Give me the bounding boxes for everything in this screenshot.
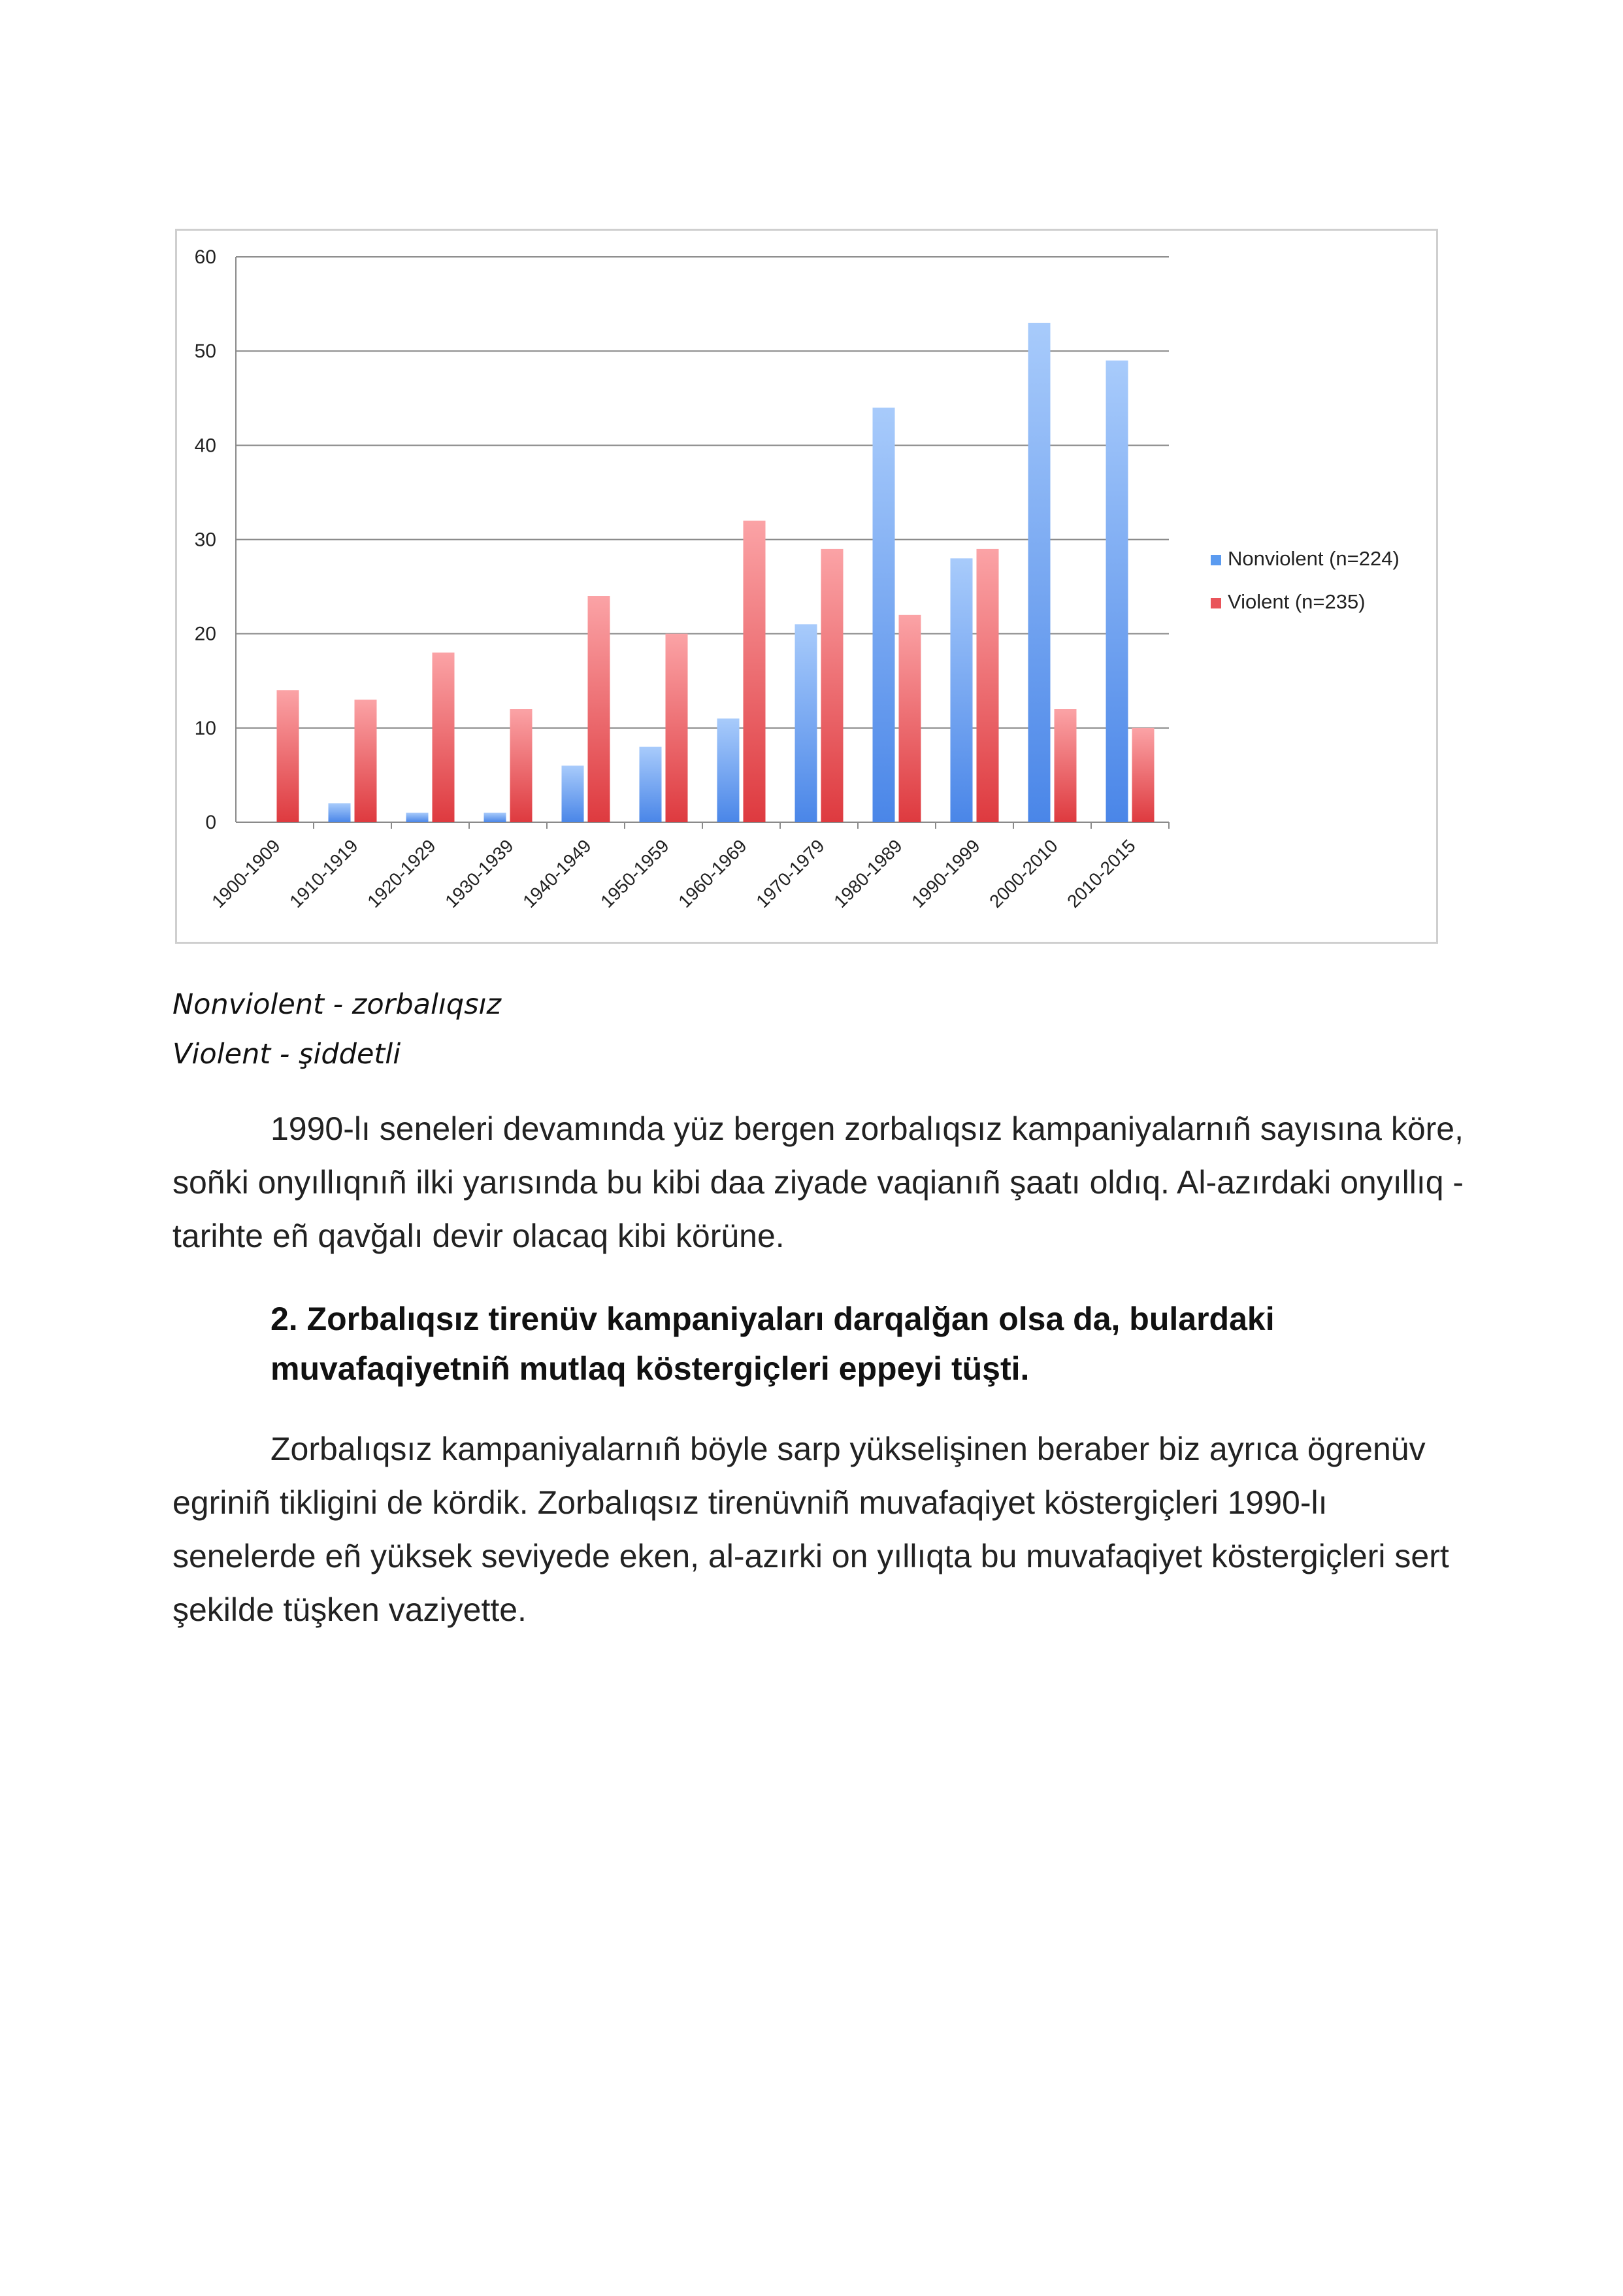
legend-swatch — [1211, 598, 1221, 608]
y-tick-label: 40 — [194, 435, 216, 457]
chart-container — [175, 229, 1438, 944]
x-tick-label: 1970-1979 — [752, 835, 828, 912]
legend-swatch — [1211, 555, 1221, 565]
paragraph-2: Zorbalıqsız kampaniyalarnıñ böyle sarp yükselişinen beraber biz ayrıca ögrenüv egriniñ tikligini de kördik. Zorbalıqsız tirenüvniñ muvafaqiyet köstergiçleri 1990-lı senelerde eñ yüksek seviyede eken, al-azırki on yıllıqta bu muvafaqiyet köstergiçleri sert şekilde tüşken vaziyette. — [172, 1431, 1449, 1628]
violent-bar — [666, 634, 688, 822]
x-tick-label: 1960-1969 — [674, 835, 751, 912]
y-tick-label: 20 — [194, 623, 216, 645]
nonviolent-bar — [406, 813, 429, 822]
x-tick-label: 1980-1989 — [830, 835, 906, 912]
nonviolent-bar — [873, 408, 895, 822]
violent-bar — [744, 521, 766, 822]
violent-bar — [977, 549, 999, 822]
violent-bar — [277, 690, 299, 822]
y-tick-label: 30 — [194, 529, 216, 551]
caption-violent: Violent - şiddetli — [172, 1038, 401, 1071]
nonviolent-bar — [1028, 323, 1051, 822]
violent-bar — [1132, 728, 1155, 822]
nonviolent-bar — [484, 813, 506, 822]
caption-nonviolent: Nonviolent - zorbalıqsız — [172, 988, 502, 1021]
x-tick-label: 1930-1939 — [441, 835, 517, 912]
violent-bar — [510, 709, 533, 822]
x-tick-label: 1920-1929 — [363, 835, 440, 912]
violent-bar — [821, 549, 844, 822]
nonviolent-bar — [717, 718, 740, 822]
y-tick-label: 60 — [194, 246, 216, 268]
violent-bar — [433, 653, 455, 823]
violent-bar — [899, 615, 921, 822]
x-tick-label: 2000-2010 — [985, 835, 1062, 912]
nonviolent-bar — [329, 803, 351, 822]
bar-chart — [177, 231, 1436, 942]
y-tick-label: 50 — [194, 341, 216, 363]
y-tick-label: 10 — [194, 717, 216, 739]
nonviolent-bar — [795, 624, 817, 822]
nonviolent-bar — [951, 558, 973, 822]
violent-bar — [1055, 709, 1077, 822]
x-tick-label: 1990-1999 — [908, 835, 984, 912]
x-tick-label: 1940-1949 — [519, 835, 595, 912]
nonviolent-bar — [1106, 361, 1128, 822]
nonviolent-bar — [640, 747, 662, 822]
x-tick-label: 2010-2015 — [1063, 835, 1139, 912]
nonviolent-bar — [562, 766, 584, 823]
x-tick-label: 1950-1959 — [597, 835, 673, 912]
x-tick-label: 1900-1909 — [208, 835, 284, 912]
violent-bar — [588, 596, 610, 822]
section-heading: 2. Zorbalıqsız tirenüv kampaniyaları darqalğan olsa da, bulardaki muvafaqiyetniñ mutlaq köstergiçleri eppeyi tüşti. — [270, 1301, 1275, 1387]
paragraph-1: 1990-lı seneleri devamında yüz bergen zorbalıqsız kampaniyalarnıñ sayısına köre, soñki onyıllıqnıñ ilki yarısında bu kibi daa ziyade vaqianıñ şaatı oldıq. Al-azırdaki onyıllıq - tarihte eñ qavğalı devir olacaq kibi körüne. — [172, 1110, 1464, 1254]
y-tick-label: 0 — [205, 812, 216, 833]
x-tick-label: 1910-1919 — [286, 835, 362, 912]
violent-bar — [355, 700, 377, 822]
legend-label: Violent (n=235) — [1228, 590, 1366, 613]
legend-label: Nonviolent (n=224) — [1228, 547, 1400, 570]
